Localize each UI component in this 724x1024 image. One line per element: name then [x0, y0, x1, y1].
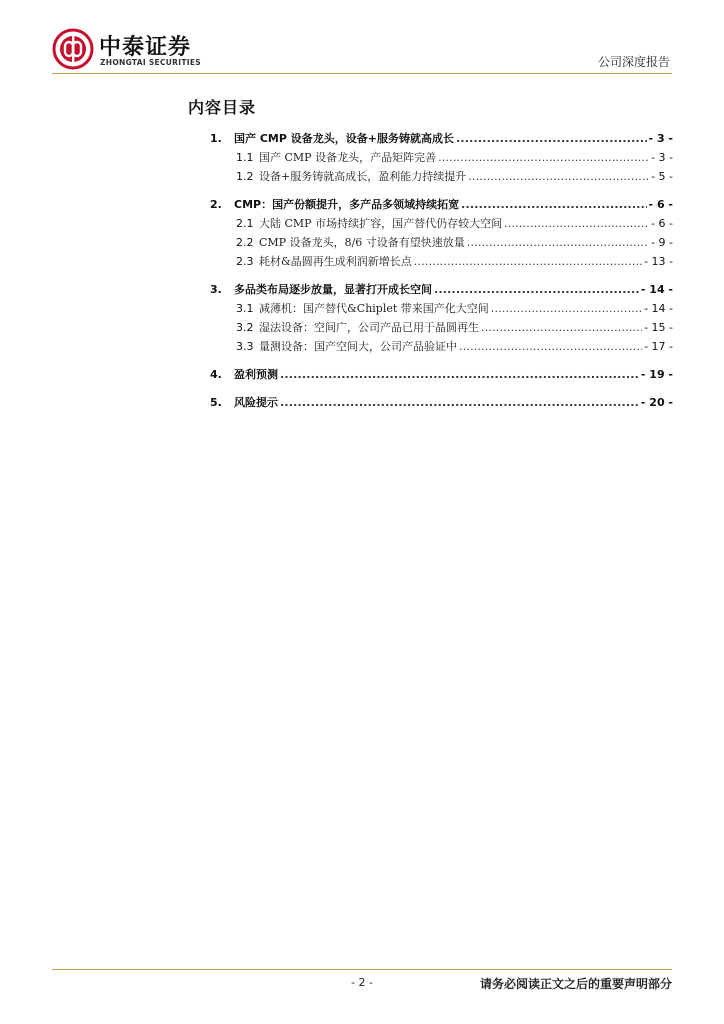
toc-entry-number: 1.2: [236, 170, 254, 183]
toc-entry-page: - 6 -: [651, 217, 673, 230]
table-of-contents: [210, 130, 673, 413]
toc-entry-title: 设备+服务铸就高成长，盈利能力持续提升: [259, 170, 467, 183]
toc-entry-page: - 20 -: [640, 396, 673, 409]
logo-english-name: ZHONGTAI SECURITIES: [100, 58, 201, 67]
toc-entry-title: 盈利预测: [234, 368, 278, 381]
toc-entry[interactable]: [210, 338, 673, 357]
toc-entry-number: 3.3: [236, 340, 254, 353]
toc-entry-page: - 14 -: [640, 283, 673, 296]
toc-entry-title: 大陆 CMP 市场持续扩容，国产替代仍存较大空间: [259, 217, 503, 230]
toc-entry[interactable]: [210, 253, 673, 272]
report-type-label: 公司深度报告: [597, 55, 670, 69]
toc-entry[interactable]: [210, 281, 673, 300]
toc-entry-page: - 19 -: [640, 368, 673, 381]
toc-entry-page: - 14 -: [644, 302, 673, 315]
toc-leader-dots: [434, 283, 639, 296]
toc-entry-title: 国产 CMP 设备龙头，设备+服务铸就高成长: [234, 132, 454, 145]
toc-leader-dots: [280, 368, 639, 381]
toc-entry-page: - 17 -: [644, 340, 673, 353]
toc-entry-title: 风险提示: [234, 396, 278, 409]
toc-entry-title: 耗材&晶圆再生成利润新增长点: [259, 255, 412, 268]
toc-entry[interactable]: [210, 300, 673, 319]
page-number: - 2 -: [351, 976, 373, 989]
header-divider: [52, 73, 672, 74]
toc-entry-number: 2.2: [236, 236, 254, 249]
toc-leader-dots: [504, 217, 649, 230]
toc-entry-page: - 13 -: [644, 255, 673, 268]
toc-entry-page: - 5 -: [651, 170, 673, 183]
toc-entry-number: 3.1: [236, 302, 254, 315]
disclaimer-text: 请务必阅读正文之后的重要声明部分: [479, 977, 672, 991]
toc-entry[interactable]: [210, 196, 673, 215]
toc-leader-dots: [438, 151, 649, 164]
toc-entry-number: 3.2: [236, 321, 254, 334]
toc-leader-dots: [461, 198, 646, 211]
toc-entry-number: 2.: [210, 198, 222, 211]
toc-entry[interactable]: [210, 394, 673, 413]
toc-leader-dots: [280, 396, 639, 409]
toc-entry-number: 2.3: [236, 255, 254, 268]
toc-entry-number: 2.1: [236, 217, 254, 230]
toc-entry-page: - 9 -: [651, 236, 673, 249]
toc-leader-dots: [481, 321, 642, 334]
toc-entry-title: CMP：国产份额提升，多产品多领域持续拓宽: [234, 198, 460, 211]
toc-entry[interactable]: [210, 319, 673, 338]
toc-entry-page: - 3 -: [651, 151, 673, 164]
toc-leader-dots: [414, 255, 642, 268]
toc-entry-number: 1.1: [236, 151, 254, 164]
toc-entry-title: 湿法设备：空间广，公司产品已用于晶圆再生: [259, 321, 479, 334]
toc-entry[interactable]: [210, 366, 673, 385]
toc-entry-title: 多品类布局逐步放量，显著打开成长空间: [234, 283, 432, 296]
zhongtai-logo-icon: [52, 28, 94, 70]
toc-leader-dots: [456, 132, 647, 145]
toc-entry[interactable]: [210, 215, 673, 234]
toc-entry-page: - 15 -: [644, 321, 673, 334]
company-logo: [52, 28, 222, 72]
toc-entry[interactable]: [210, 149, 673, 168]
toc-leader-dots: [491, 302, 642, 315]
toc-leader-dots: [468, 170, 649, 183]
toc-entry[interactable]: [210, 130, 673, 149]
toc-entry-page: - 3 -: [648, 132, 673, 145]
toc-entry-number: 3.: [210, 283, 222, 296]
toc-leader-dots: [459, 340, 642, 353]
toc-leader-dots: [467, 236, 649, 249]
toc-entry-number: 4.: [210, 368, 222, 381]
toc-entry-title: CMP 设备龙头，8/6 寸设备有望快速放量: [259, 236, 465, 249]
toc-entry-title: 减薄机：国产替代&Chiplet 带来国产化大空间: [259, 302, 489, 315]
toc-entry-title: 国产 CMP 设备龙头，产品矩阵完善: [259, 151, 437, 164]
logo-chinese-name: 中泰证券: [99, 35, 192, 60]
footer-divider: [52, 969, 672, 970]
toc-entry[interactable]: [210, 168, 673, 187]
toc-entry-page: - 6 -: [648, 198, 673, 211]
toc-entry-number: 5.: [210, 396, 222, 409]
toc-entry-number: 1.: [210, 132, 222, 145]
toc-entry-title: 量测设备：国产空间大，公司产品验证中: [259, 340, 457, 353]
toc-entry[interactable]: [210, 234, 673, 253]
toc-title: 内容目录: [188, 98, 257, 117]
